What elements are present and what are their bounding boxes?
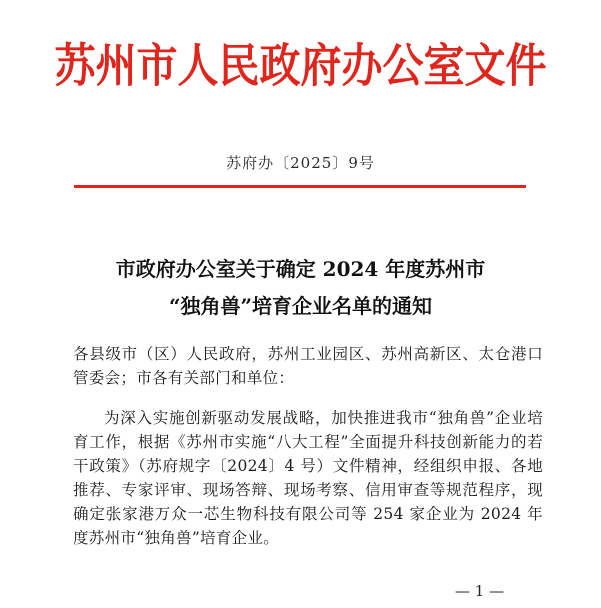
page-number: — 1 — — [455, 582, 505, 600]
red-separator-line — [74, 185, 526, 188]
notice-title-line-2: “独角兽”培育企业名单的通知 — [168, 294, 432, 318]
document-number: 苏府办〔2025〕9号 — [226, 154, 375, 172]
body-paragraph: 为深入实施创新驱动发展战略，加快推进我市“独角兽”企业培育工作，根据《苏州市实施“八大工程”全面提升科技创新能力的若干政策》（苏府规字〔2024〕4 号）文件精神，经组织申报、各地推荐、专家评审、现场答辩、现场考察、信用审查等规范程序，现确定张家港万众一芯生物科技有限公司等 254 家企业为 2024 年度苏州市“独角兽”培育企业。 — [73, 409, 543, 547]
notice-title-line-1: 市政府办公室关于确定 2024 年度苏州市 — [115, 257, 486, 281]
addressee-text: 各县级市（区）人民政府，苏州工业园区、苏州高新区、太仓港口管委会；市各有关部门和单位： — [73, 345, 543, 387]
masthead-title: 苏州市人民政府办公室文件 — [54, 38, 547, 93]
